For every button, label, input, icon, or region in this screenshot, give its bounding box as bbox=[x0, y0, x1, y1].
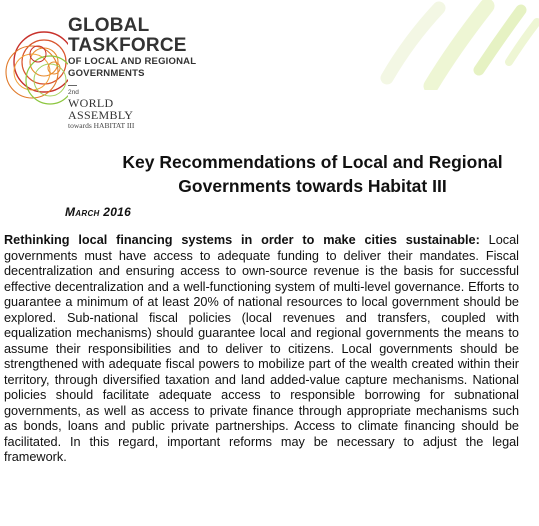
logo-world: WORLD bbox=[68, 96, 114, 110]
logo-divider bbox=[68, 85, 77, 86]
taskforce-logo-icon bbox=[4, 14, 68, 124]
logo-line-global: GLOBAL bbox=[68, 15, 150, 36]
logo-towards-habitat: towards HABITAT III bbox=[68, 121, 135, 130]
logo-assembly: ASSEMBLY bbox=[68, 108, 134, 122]
logo-line-taskforce: TASKFORCE bbox=[68, 35, 187, 56]
document-title: Key Recommendations of Local and Regional Governments towards Habitat III bbox=[122, 152, 503, 196]
logo-line-governments: GOVERNMENTS bbox=[68, 68, 145, 79]
logo-line-local-regional: OF LOCAL AND REGIONAL bbox=[68, 56, 197, 67]
logo-wordmark bbox=[68, 16, 268, 130]
logo-edition: 2nd bbox=[68, 89, 79, 96]
document-date: March 2016 bbox=[65, 205, 132, 219]
paragraph-lead: Rethinking local financing systems in order to make cities sustainable: bbox=[4, 233, 480, 247]
decorative-strokes-icon bbox=[369, 0, 539, 90]
paragraph-body: Local governments must have access to adequate funding to deliver their mandates. Fiscal decentralization and ensuring access to own-source revenue is the basis for successful effective decentralization and a well-functioning system of multi-level governance. Efforts to guarantee a minimum of at least 20% of national resources to local government should be explored. Sub-national fiscal policies (local revenues and transfers, coupled with equalization mechanisms) should guarantee local and regional governments the means to assume their responsibilities and to deliver to citizens. Local governments should be strengthened with adequate fiscal powers to mobilize part of the wealth created within their territory, through diversified taxation and land added-value capture mechanisms. National policies should facilitate adequate access to responsible borrowing for subnational governments, as well as access to private finance through appropriate mechanisms such as bonds, loans and public private partnerships. Access to climate financing should be facilitated. In this regard, important reforms may be necessary to adjust the legal framework. bbox=[4, 233, 520, 464]
body-paragraph bbox=[4, 233, 519, 466]
